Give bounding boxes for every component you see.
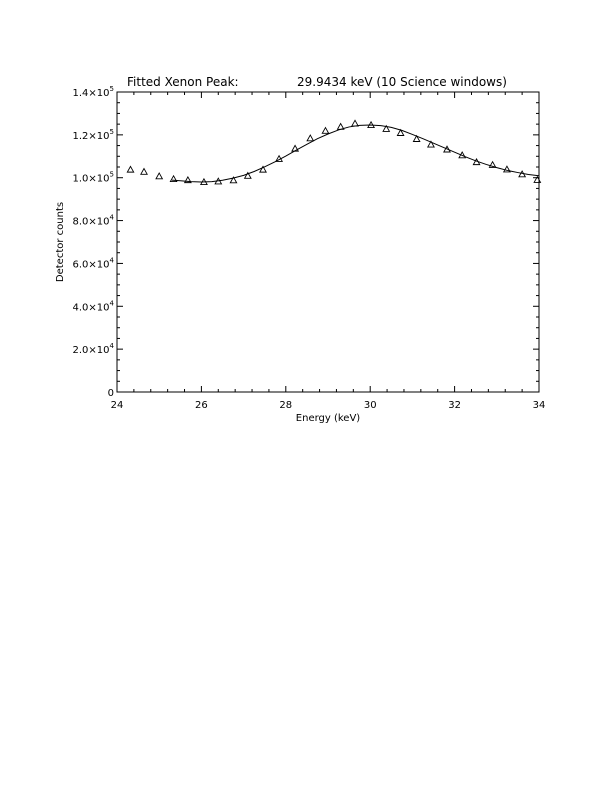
plot-frame [117,92,539,392]
x-tick-label: 30 [363,400,377,411]
x-tick-label: 34 [532,400,546,411]
x-tick-labels [111,400,546,411]
data-point [337,124,343,130]
chart-title: Fitted Xenon Peak: [127,75,239,89]
x-tick-label: 28 [279,400,293,411]
data-point [322,128,328,134]
x-tick-label: 32 [448,400,461,411]
data-point [156,173,162,179]
axis-ticks [117,92,539,392]
y-tick-label: $8.0\times 10^4$ [72,213,114,228]
chart-subtitle: 29.9434 keV (10 Science windows) [297,75,507,89]
y-tick-label: $1.0\times 10^5$ [72,170,114,185]
data-point [428,141,434,147]
y-tick-label: $4.0\times 10^4$ [72,299,114,314]
y-tick-labels [73,85,115,399]
y-tick-label: $2.0\times 10^4$ [72,342,114,357]
data-points [127,120,540,184]
y-tick-label: $1.4\times 10^5$ [72,85,114,99]
y-tick-label: $1.2\times 10^5$ [72,127,114,142]
y-tick-label: $6.0\times 10^4$ [72,256,114,271]
data-point [352,120,358,126]
y-tick-label: 0 [107,388,114,399]
data-point [141,169,147,175]
x-tick-label: 26 [195,400,208,411]
y-axis-label: Detector counts [55,201,66,283]
data-point [504,166,510,172]
data-point [260,166,266,172]
data-point [127,166,133,172]
data-point [307,135,313,141]
x-tick-label: 24 [110,400,124,411]
fit-curve [172,125,539,182]
x-axis-label: Energy (keV) [295,413,361,424]
